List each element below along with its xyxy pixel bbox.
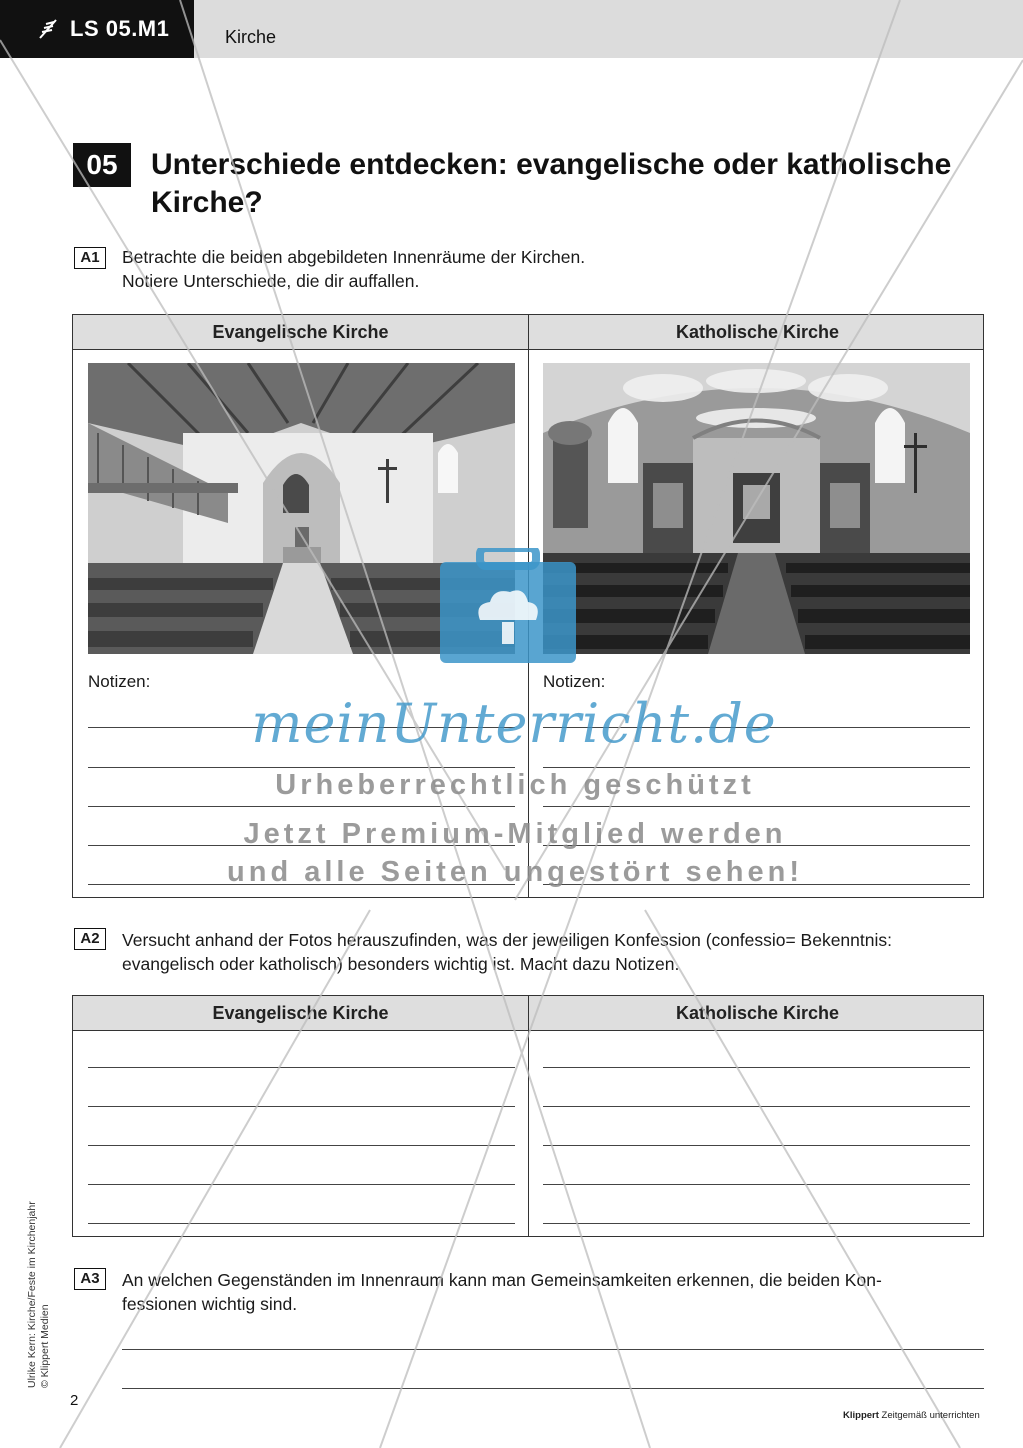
leaf-logo-icon: [38, 18, 58, 40]
author-credit-line-2: © Klippert Medien: [39, 1304, 51, 1388]
writing-line[interactable]: [543, 1145, 970, 1146]
writing-line[interactable]: [88, 1106, 515, 1107]
watermark-copyright: Urheberrechtlich geschützt: [275, 769, 755, 801]
publisher-tagline: Zeitgemäß unterrichten: [881, 1410, 980, 1421]
column-header-evangelisch: Evangelische Kirche: [212, 322, 389, 342]
column-header-evangelisch: Evangelische Kirche: [212, 1003, 389, 1023]
author-credit: [26, 1178, 52, 1388]
title-line-2: Kirche?: [151, 186, 263, 219]
notes-label-katholisch: Notizen:: [543, 672, 606, 691]
task-label-a1: A1: [74, 247, 106, 269]
writing-line[interactable]: [88, 1067, 515, 1068]
schoolbag-cloud-icon: [440, 548, 576, 663]
writing-line[interactable]: [543, 1067, 970, 1068]
writing-line[interactable]: [543, 1106, 970, 1107]
publisher-name: Klippert: [843, 1410, 879, 1421]
notes-label-evangelisch: Notizen:: [88, 672, 151, 691]
writing-line[interactable]: [543, 1184, 970, 1185]
task-a1-text: [122, 245, 585, 293]
task-a3-line-2: fessionen wichtig sind.: [122, 1294, 298, 1314]
author-credit-line-1: Ulrike Kern: Kirche/Feste im Kirchenjahr: [26, 1201, 38, 1388]
section-number: 05: [73, 143, 131, 187]
catholic-interior-illustration: [543, 363, 970, 654]
lesson-code: LS 05.M1: [70, 16, 170, 41]
watermark-premium-line-2: und alle Seiten ungestört sehen!: [227, 856, 803, 888]
writing-line[interactable]: [88, 767, 515, 768]
task-a1-line-1: Betrachte die beiden abgebildeten Innenräume der Kirchen.: [122, 247, 586, 267]
writing-line[interactable]: [543, 1223, 970, 1224]
publisher-brand: [843, 1410, 980, 1421]
task-a1-line-2: Notiere Unterschiede, die dir auffallen.: [122, 271, 420, 291]
writing-line[interactable]: [88, 1145, 515, 1146]
column-divider: [528, 996, 529, 1236]
lesson-code-box: [0, 0, 194, 58]
watermark-logo: meinUnterricht.de: [251, 692, 777, 755]
task-a3-text: [122, 1268, 882, 1316]
writing-line[interactable]: [122, 1349, 984, 1350]
task-label-a2: A2: [74, 928, 106, 950]
writing-line[interactable]: [88, 806, 515, 807]
writing-line[interactable]: [543, 806, 970, 807]
writing-line[interactable]: [88, 1184, 515, 1185]
task-a3-line-1: An welchen Gegenständen im Innenraum kann man Gemeinsamkeiten erkennen, die beiden Kon-: [122, 1270, 882, 1290]
writing-line[interactable]: [88, 1223, 515, 1224]
page-title: [151, 146, 991, 222]
title-line-1: Unterschiede entdecken: evangelische oder katholische: [151, 148, 952, 181]
subject-label: Kirche: [225, 27, 277, 47]
watermark-premium-line-1: Jetzt Premium-Mitglied werden: [243, 818, 787, 850]
task-a2-line-1: Versucht anhand der Fotos herauszufinden, was der jeweiligen Konfession (confessio= Bekenntnis:: [122, 930, 892, 950]
task-a2-text: [122, 928, 892, 976]
task-label-a3: A3: [74, 1268, 106, 1290]
task-a2-line-2: evangelisch oder katholisch) besonders wichtig ist. Macht dazu Notizen.: [122, 954, 680, 974]
column-header-katholisch: Katholische Kirche: [675, 322, 840, 342]
writing-line[interactable]: [122, 1388, 984, 1389]
column-header-katholisch: Katholische Kirche: [675, 1003, 840, 1023]
page-number: 2: [70, 1392, 79, 1409]
comparison-table-notes: [72, 995, 984, 1237]
writing-line[interactable]: [543, 767, 970, 768]
photo-katholische-kirche: [543, 363, 970, 654]
